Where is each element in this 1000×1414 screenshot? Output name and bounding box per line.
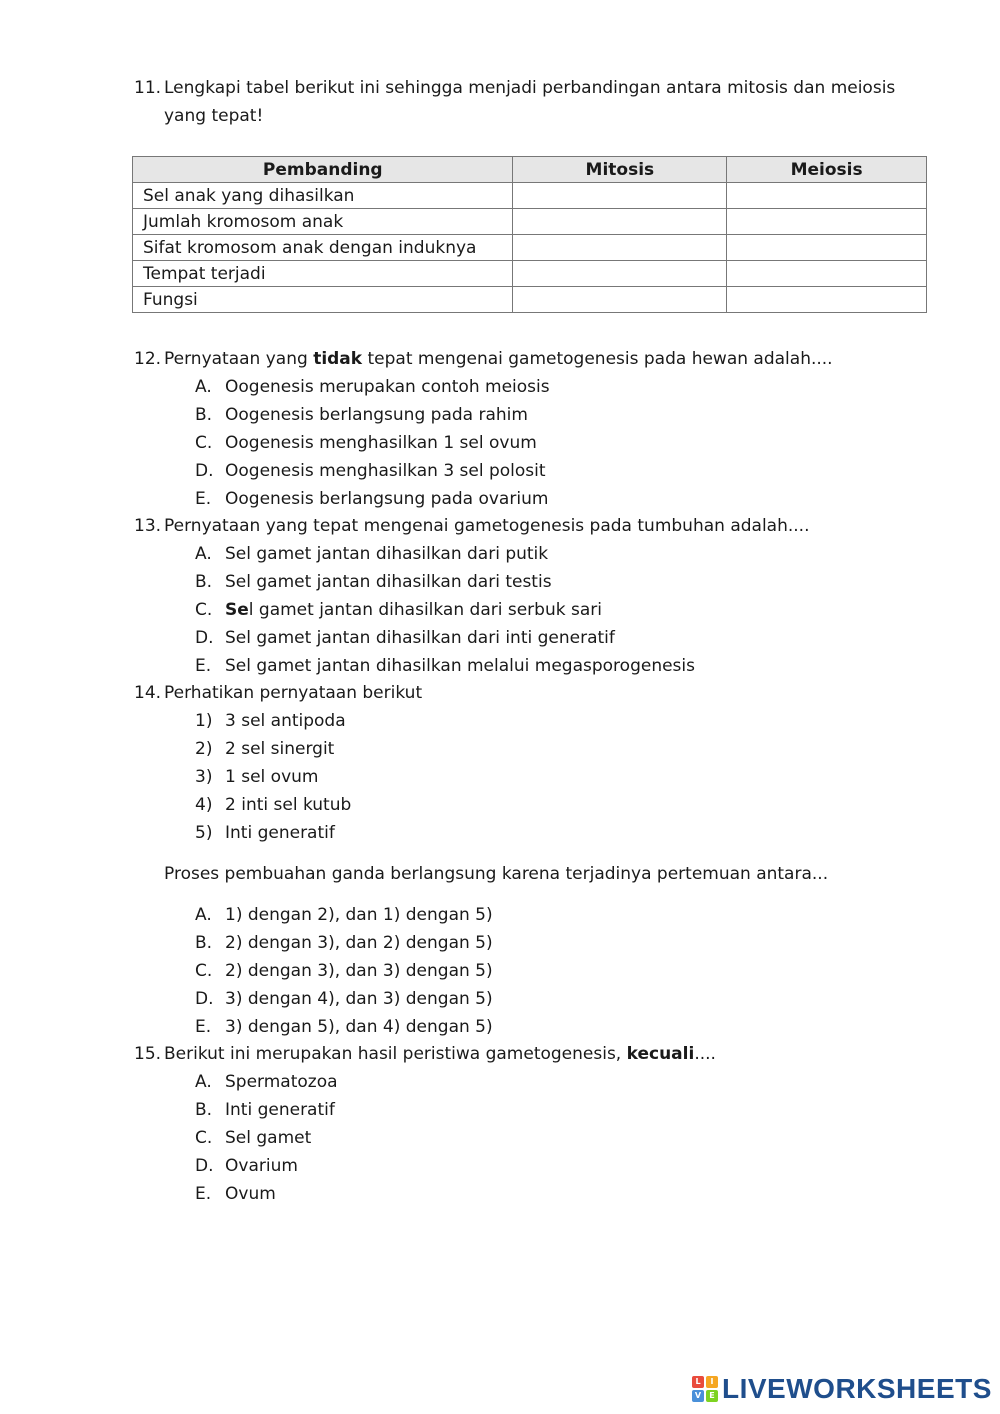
answer-cell-mitosis[interactable] bbox=[513, 183, 727, 209]
option-text: 2) dengan 3), dan 3) dengan 5) bbox=[225, 961, 493, 981]
option-text: Sel gamet jantan dihasilkan dari putik bbox=[225, 544, 549, 564]
option-letter: A. bbox=[195, 544, 212, 564]
question-text-emphasis: kecuali bbox=[626, 1044, 695, 1064]
option-letter: C. bbox=[195, 961, 213, 981]
option-letter: E. bbox=[195, 1184, 212, 1204]
table-cell-label: Sifat kromosom anak dengan induknya bbox=[133, 235, 513, 261]
answer-cell-meiosis[interactable] bbox=[727, 209, 927, 235]
logo-square: I bbox=[706, 1376, 718, 1388]
statement-item bbox=[195, 763, 318, 791]
option-text: 3) dengan 4), dan 3) dengan 5) bbox=[225, 989, 493, 1009]
option-text: Oogenesis berlangsung pada rahim bbox=[225, 405, 528, 425]
statement-text: Inti generatif bbox=[225, 823, 335, 843]
table-row bbox=[133, 209, 927, 235]
option-letter: C. bbox=[195, 1128, 213, 1148]
option-letter: E. bbox=[195, 1017, 212, 1037]
option-c[interactable] bbox=[195, 596, 602, 624]
option-letter: B. bbox=[195, 405, 213, 425]
option-letter: E. bbox=[195, 656, 212, 676]
question-number: 14. bbox=[134, 683, 162, 703]
table-cell-label: Tempat terjadi bbox=[133, 261, 513, 287]
option-c[interactable] bbox=[195, 429, 537, 457]
table-header-row bbox=[133, 157, 927, 183]
option-a[interactable] bbox=[195, 901, 493, 929]
option-c[interactable] bbox=[195, 957, 493, 985]
statement-number: 2) bbox=[195, 739, 213, 759]
statement-item bbox=[195, 707, 346, 735]
statement-item bbox=[195, 819, 335, 847]
statement-number: 3) bbox=[195, 767, 213, 787]
statement-number: 1) bbox=[195, 711, 213, 731]
option-text: Spermatozoa bbox=[225, 1072, 338, 1092]
answer-cell-meiosis[interactable] bbox=[727, 235, 927, 261]
option-text: Oogenesis menghasilkan 3 sel polosit bbox=[225, 461, 546, 481]
option-b[interactable] bbox=[195, 1096, 335, 1124]
question-number: 13. bbox=[134, 516, 162, 536]
table-row bbox=[133, 183, 927, 209]
option-letter: B. bbox=[195, 1100, 213, 1120]
table-cell-label: Jumlah kromosom anak bbox=[133, 209, 513, 235]
question-text bbox=[164, 345, 904, 373]
question-text bbox=[164, 1040, 904, 1068]
statement-item bbox=[195, 735, 334, 763]
liveworksheets-logo bbox=[692, 1374, 992, 1404]
question-number: 15. bbox=[134, 1044, 162, 1064]
option-text: Oogenesis berlangsung pada ovarium bbox=[225, 489, 549, 509]
question-text-emphasis: tidak bbox=[313, 349, 363, 369]
statement-number: 5) bbox=[195, 823, 213, 843]
table-row bbox=[133, 261, 927, 287]
option-c[interactable] bbox=[195, 1124, 311, 1152]
statement-text: 1 sel ovum bbox=[225, 767, 319, 787]
option-letter: A. bbox=[195, 377, 212, 397]
option-letter: C. bbox=[195, 433, 213, 453]
table-header: Meiosis bbox=[727, 157, 927, 183]
option-letter: D. bbox=[195, 1156, 214, 1176]
answer-cell-mitosis[interactable] bbox=[513, 287, 727, 313]
table-row bbox=[133, 235, 927, 261]
option-letter: D. bbox=[195, 989, 214, 1009]
option-text: Inti generatif bbox=[225, 1100, 335, 1120]
question-text: Perhatikan pernyataan berikut bbox=[164, 683, 423, 703]
option-d[interactable] bbox=[195, 1152, 298, 1180]
logo-square: E bbox=[706, 1390, 718, 1402]
option-letter: C. bbox=[195, 600, 213, 620]
option-a[interactable] bbox=[195, 540, 548, 568]
statement-text: 3 sel antipoda bbox=[225, 711, 346, 731]
question-number: 12. bbox=[134, 349, 162, 369]
option-text: l gamet jantan dihasilkan dari serbuk sari bbox=[248, 600, 602, 620]
option-b[interactable] bbox=[195, 929, 493, 957]
option-text: Sel gamet bbox=[225, 1128, 312, 1148]
option-d[interactable] bbox=[195, 457, 546, 485]
question-number: 11. bbox=[134, 78, 162, 98]
option-letter: B. bbox=[195, 572, 213, 592]
statement-text: 2 inti sel kutub bbox=[225, 795, 352, 815]
option-letter: A. bbox=[195, 1072, 212, 1092]
logo-icon bbox=[692, 1376, 718, 1402]
option-text: Oogenesis merupakan contoh meiosis bbox=[225, 377, 550, 397]
table-header: Pembanding bbox=[133, 157, 513, 183]
option-b[interactable] bbox=[195, 401, 528, 429]
option-text: Sel gamet jantan dihasilkan melalui megasporogenesis bbox=[225, 656, 695, 676]
option-text: Oogenesis menghasilkan 1 sel ovum bbox=[225, 433, 537, 453]
logo-text: LIVEWORKSHEETS bbox=[722, 1373, 992, 1404]
option-a[interactable] bbox=[195, 373, 550, 401]
option-e[interactable] bbox=[195, 485, 548, 513]
option-d[interactable] bbox=[195, 624, 615, 652]
question-text-part: Berikut ini merupakan hasil peristiwa gametogenesis, bbox=[164, 1044, 627, 1064]
question-text-part: tepat mengenai gametogenesis pada hewan adalah.... bbox=[362, 349, 833, 369]
option-text-emphasis: Se bbox=[225, 600, 249, 620]
option-letter: E. bbox=[195, 489, 212, 509]
option-letter: A. bbox=[195, 905, 212, 925]
statement-item bbox=[195, 791, 351, 819]
question-text: Pernyataan yang tepat mengenai gametogenesis pada tumbuhan adalah.... bbox=[164, 516, 810, 536]
option-d[interactable] bbox=[195, 985, 493, 1013]
logo-square: V bbox=[692, 1390, 704, 1402]
answer-cell-meiosis[interactable] bbox=[727, 183, 927, 209]
option-e[interactable] bbox=[195, 1013, 493, 1041]
question-text: Lengkapi tabel berikut ini sehingga menjadi perbandingan antara mitosis dan meiosis yang tepat! bbox=[164, 78, 896, 126]
option-letter: B. bbox=[195, 933, 213, 953]
table-header: Mitosis bbox=[513, 157, 727, 183]
option-b[interactable] bbox=[195, 568, 552, 596]
question-text-part: .... bbox=[694, 1044, 716, 1064]
option-letter: D. bbox=[195, 461, 214, 481]
option-letter: D. bbox=[195, 628, 214, 648]
question-text-part: Pernyataan yang bbox=[164, 349, 314, 369]
option-e[interactable] bbox=[195, 1180, 276, 1208]
option-text: 2) dengan 3), dan 2) dengan 5) bbox=[225, 933, 493, 953]
comparison-table bbox=[132, 156, 927, 313]
answer-cell-mitosis[interactable] bbox=[513, 209, 727, 235]
option-text: 1) dengan 2), dan 1) dengan 5) bbox=[225, 905, 493, 925]
answer-cell-mitosis[interactable] bbox=[513, 261, 727, 287]
table-row bbox=[133, 287, 927, 313]
table-cell-label: Fungsi bbox=[133, 287, 513, 313]
option-text: Ovum bbox=[225, 1184, 276, 1204]
option-text: Ovarium bbox=[225, 1156, 298, 1176]
answer-cell-mitosis[interactable] bbox=[513, 235, 727, 261]
logo-square: L bbox=[692, 1376, 704, 1388]
answer-cell-meiosis[interactable] bbox=[727, 261, 927, 287]
question-prompt: Proses pembuahan ganda berlangsung karena terjadinya pertemuan antara... bbox=[164, 864, 829, 884]
answer-cell-meiosis[interactable] bbox=[727, 287, 927, 313]
statement-text: 2 sel sinergit bbox=[225, 739, 335, 759]
table-cell-label: Sel anak yang dihasilkan bbox=[133, 183, 513, 209]
statement-number: 4) bbox=[195, 795, 213, 815]
option-e[interactable] bbox=[195, 652, 695, 680]
option-text: Sel gamet jantan dihasilkan dari testis bbox=[225, 572, 552, 592]
option-a[interactable] bbox=[195, 1068, 338, 1096]
option-text: Sel gamet jantan dihasilkan dari inti generatif bbox=[225, 628, 615, 648]
option-text: 3) dengan 5), dan 4) dengan 5) bbox=[225, 1017, 493, 1037]
